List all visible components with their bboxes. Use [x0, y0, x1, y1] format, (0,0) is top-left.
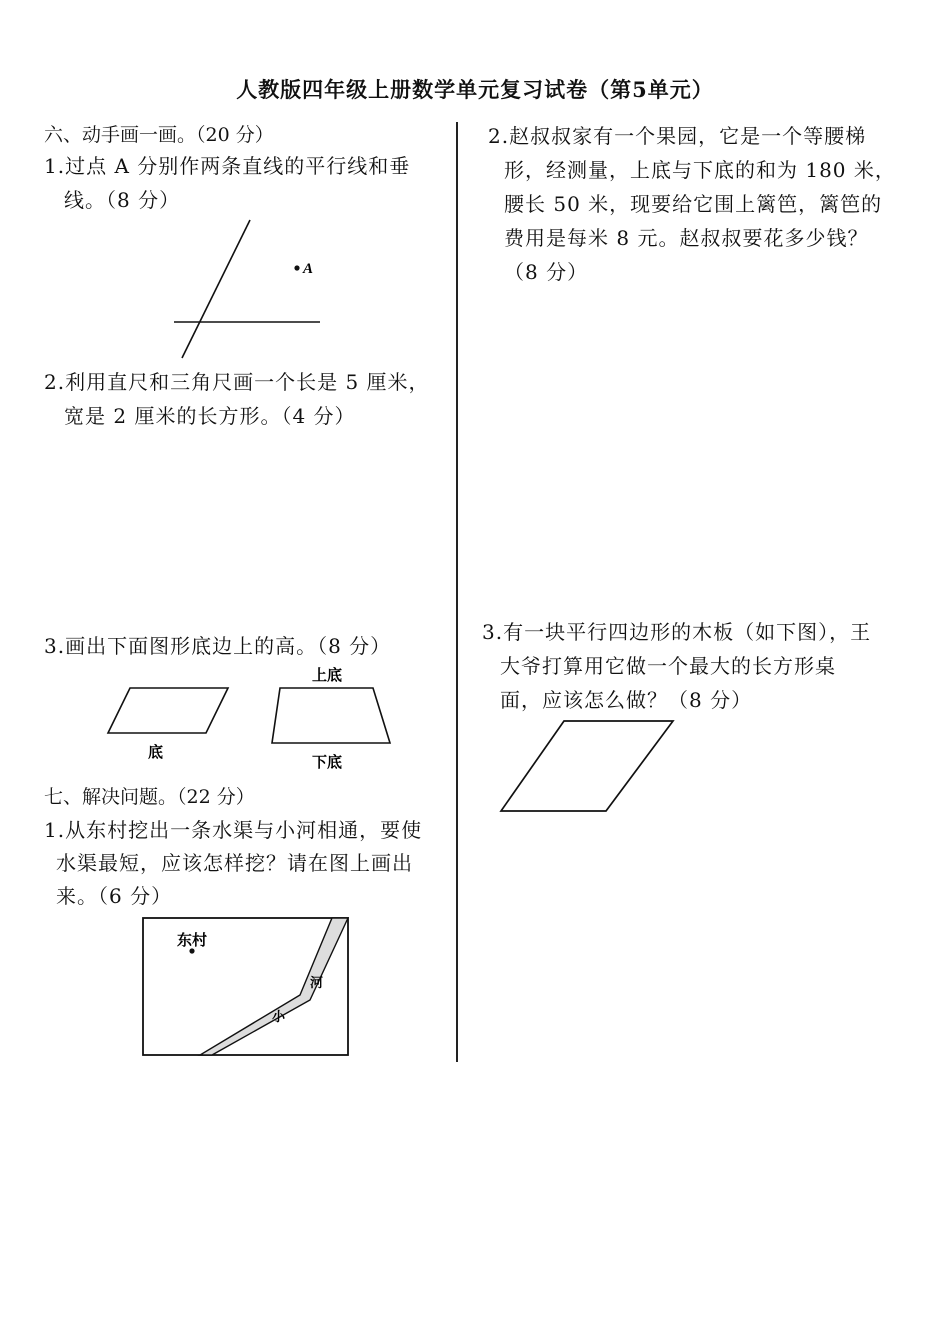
p2-line2: 形，经测量，上底与下底的和为 180 米， [504, 158, 896, 182]
q1-slanted-line [182, 220, 250, 358]
q3-trapezoid [272, 688, 390, 743]
q3-parallelogram [108, 688, 228, 733]
p2-line5: （8 分） [504, 260, 589, 284]
column-divider [456, 122, 458, 1062]
section-6-heading: 六、动手画一画。（20 分） [44, 124, 274, 146]
p1-map [142, 917, 352, 1059]
p3-line2: 大爷打算用它做一个最大的长方形桌 [500, 654, 836, 678]
p1-village-dot [189, 948, 194, 953]
q3-line1: 3.画出下面图形底边上的高。（8 分） [44, 634, 392, 658]
p1-river-char-he: 河 [310, 976, 324, 991]
p1-line3: 来。（6 分） [56, 884, 173, 908]
p1-river-char-xiao: 小 [272, 1010, 286, 1025]
p1-village-label: 东村 [177, 931, 208, 949]
q2-line2: 宽是 2 厘米的长方形。（4 分） [64, 404, 356, 428]
p1-line1: 1.从东村挖出一条水渠与小河相通，要使 [44, 818, 423, 842]
p3-line3: 面，应该怎么做？（8 分） [500, 688, 753, 712]
q1-figure [170, 220, 330, 360]
p3-figure [498, 718, 678, 816]
p1-line2: 水渠最短，应该怎样挖？请在图上画出 [56, 851, 413, 875]
q1-point-a [294, 265, 299, 270]
p1-river [200, 918, 348, 1055]
page-title: 人教版四年级上册数学单元复习试卷（第5单元） [236, 77, 714, 102]
p2-line4: 费用是每米 8 元。赵叔叔要花多少钱？ [504, 226, 869, 250]
q3-trapezoid-top-label: 上底 [312, 666, 343, 684]
p2-line3: 腰长 50 米，现要给它围上篱笆，篱笆的 [504, 192, 883, 216]
q2-line1: 2.利用直尺和三角尺画一个长是 5 厘米， [44, 370, 430, 394]
q1-point-label: A [303, 261, 314, 277]
p3-line1: 3.有一块平行四边形的木板（如下图），王 [482, 620, 872, 644]
p2-line1: 2.赵叔叔家有一个果园，它是一个等腰梯 [488, 124, 867, 148]
q1-line1: 1.过点 A 分别作两条直线的平行线和垂 [44, 154, 411, 178]
q1-line2: 线。（8 分） [64, 188, 181, 212]
section-7-heading: 七、解决问题。（22 分） [44, 786, 255, 808]
q3-parallelogram-base-label: 底 [148, 743, 164, 761]
q3-trapezoid-bottom-label: 下底 [312, 753, 343, 771]
p3-parallelogram [501, 721, 673, 811]
q3-figures [100, 660, 400, 775]
